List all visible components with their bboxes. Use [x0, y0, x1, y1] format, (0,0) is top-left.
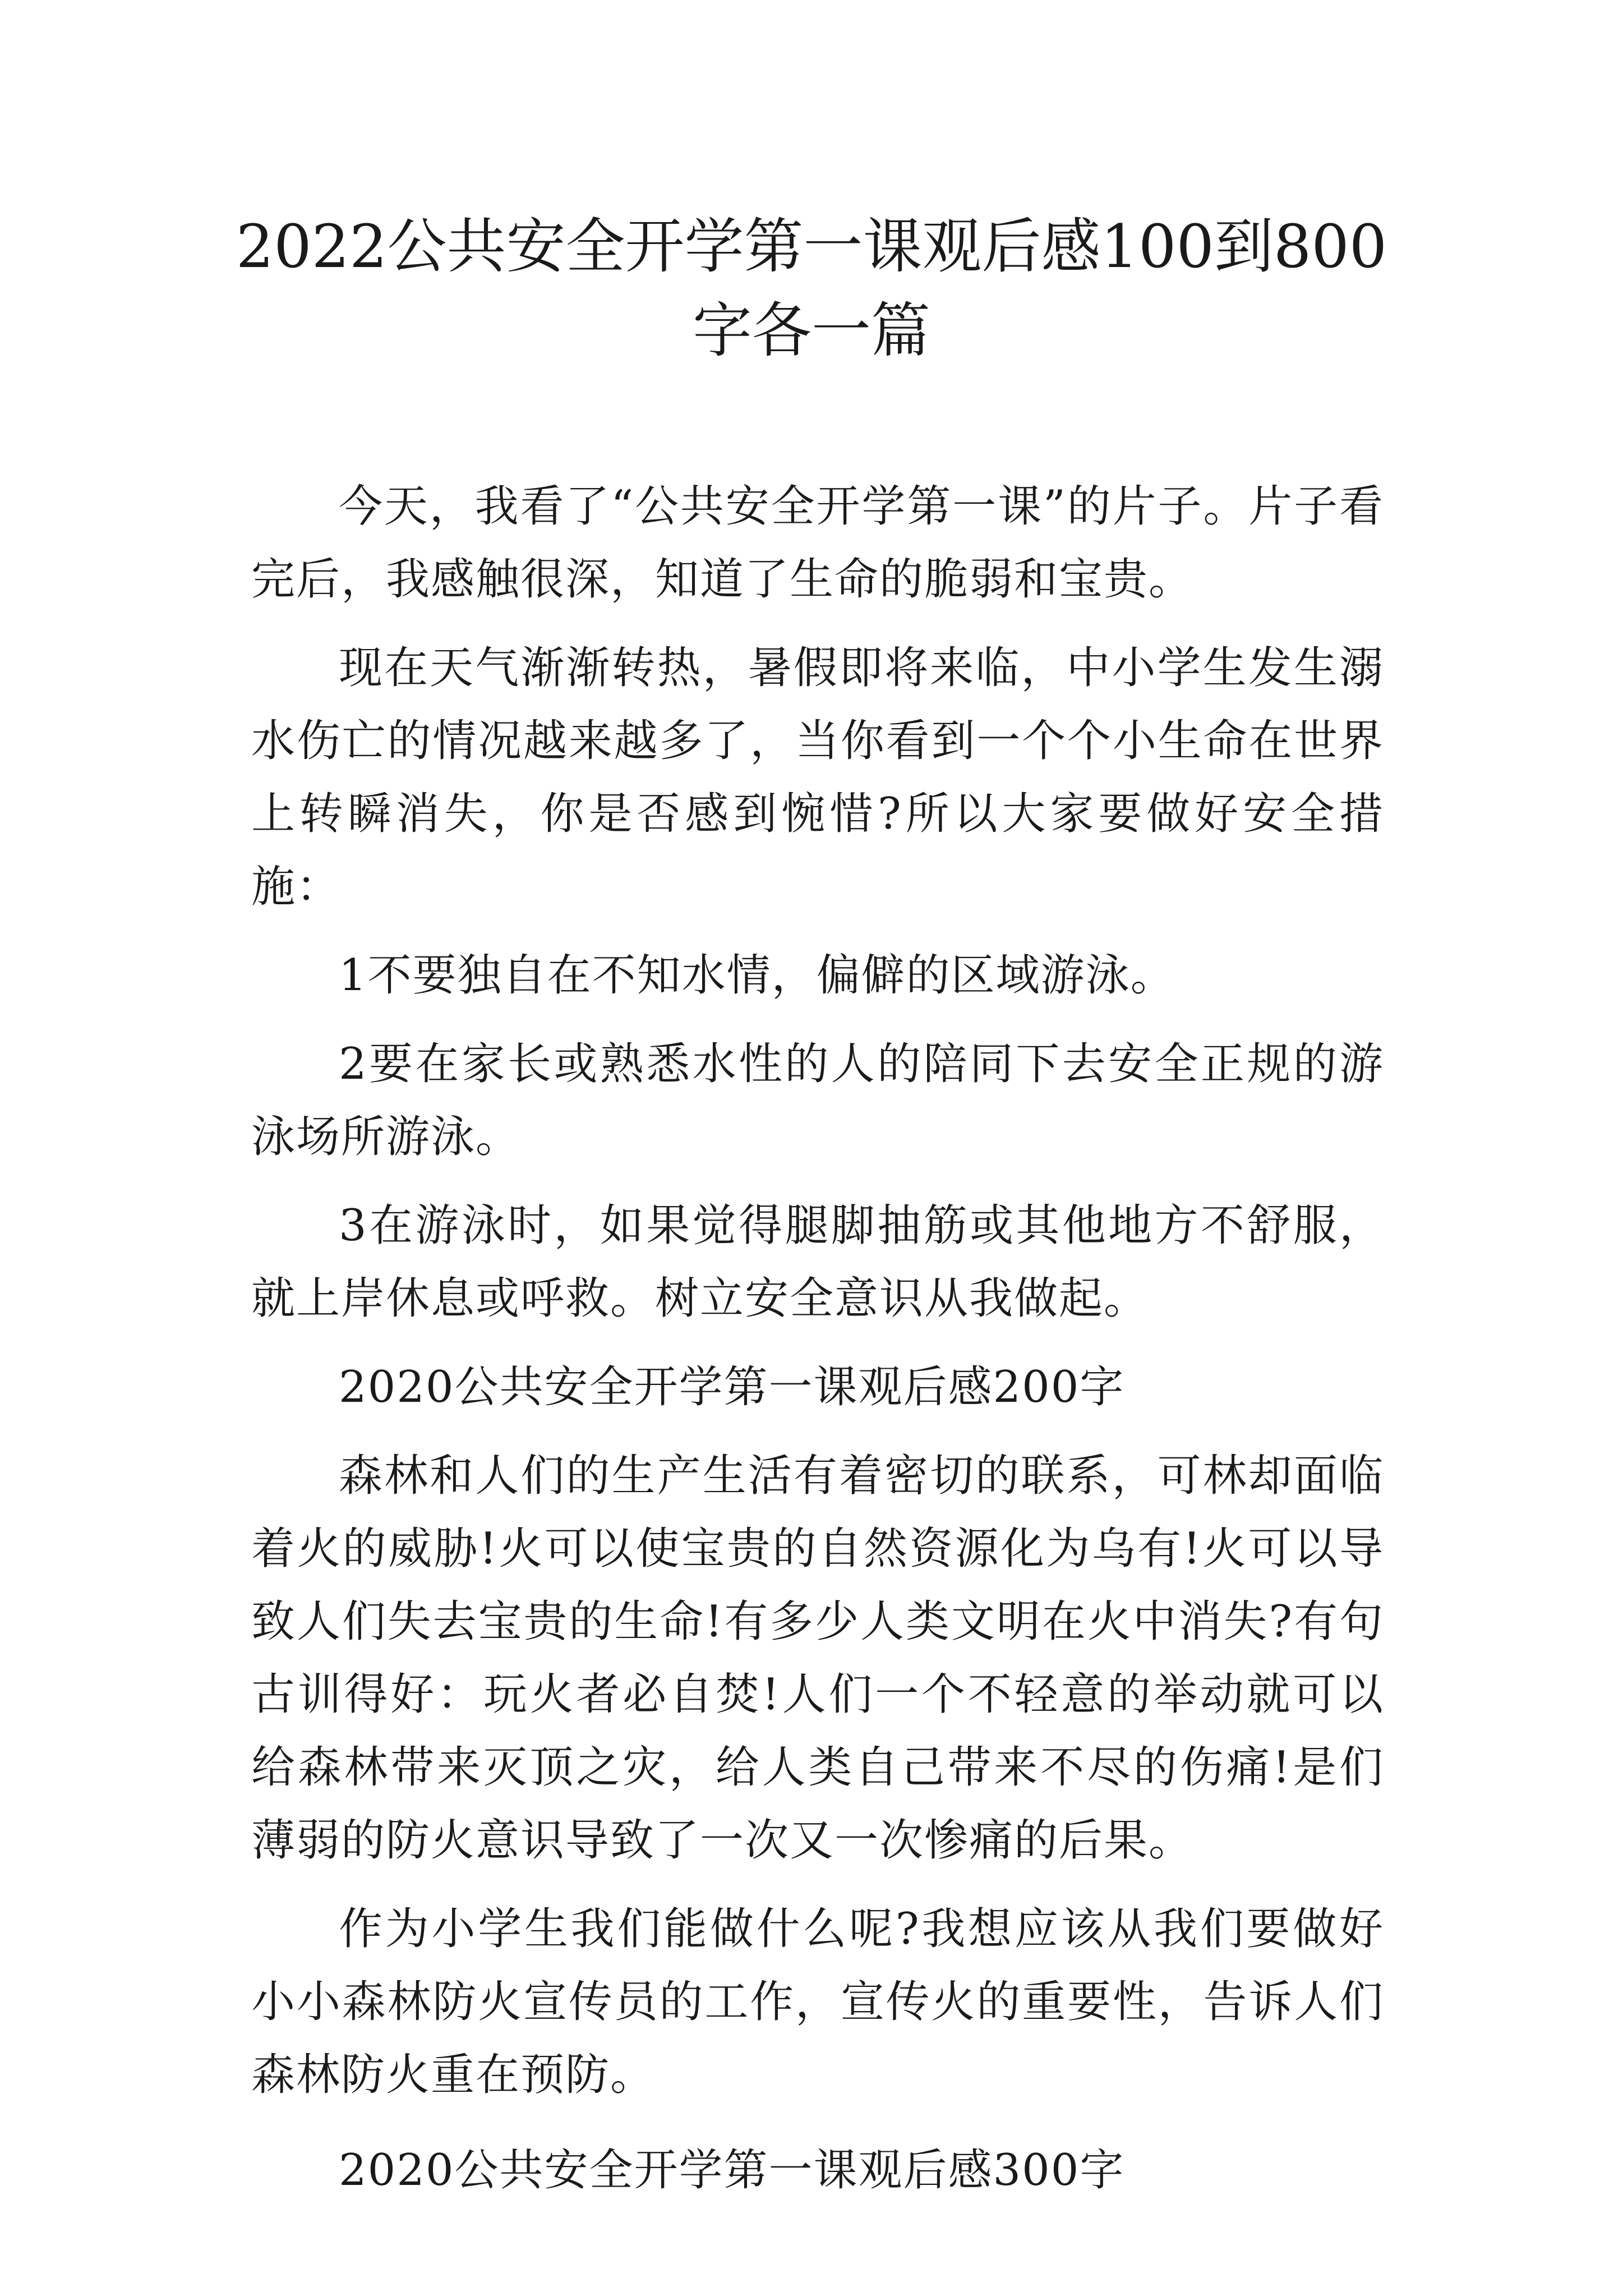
document-body — [251, 470, 1384, 2223]
paragraph-rule-1: 1不要独自在不知水情，偏僻的区域游泳。 — [339, 950, 1175, 1001]
section-heading-200: 2020公共安全开学第一课观后感200字 — [339, 1362, 1125, 1412]
paragraph-weather: 现在天气渐渐转热，暑假即将来临，中小学生发生溺水伤亡的情况越来越多了，当你看到一个个小生命在世界上转瞬消失，你是否感到惋惜?所以大家要做好安全措施： — [251, 643, 1384, 912]
paragraph-forest: 森林和人们的生产生活有着密切的联系，可林却面临着火的威胁!火可以使宝贵的自然资源化为乌有!火可以导致人们失去宝贵的生命!有多少人类文明在火中消失?有句古训得好：玩火者必自焚!人们一个不轻意的举动就可以给森林带来灭顶之灾，给人类自己带来不尽的伤痛!是们薄弱的防火意识导致了一次又一次惨痛的后果。 — [251, 1451, 1384, 1866]
document-title: 2022公共安全开学第一课观后感100到800字各一篇 — [236, 212, 1387, 365]
paragraph-rule-2: 2要在家长或熟悉水性的人的陪同下去安全正规的游泳场所游泳。 — [251, 1039, 1384, 1162]
paragraph-rule-3: 3在游泳时，如果觉得腿脚抽筋或其他地方不舒服，就上岸休息或呼救。树立安全意识从我做起。 — [251, 1200, 1384, 1324]
paragraph-intro: 今天，我看了“公共安全开学第一课”的片子。片子看完后，我感触很深，知道了生命的脆弱和宝贵。 — [251, 481, 1384, 605]
paragraph-student: 作为小学生我们能做什么呢?我想应该从我们要做好小小森林防火宣传员的工作，宣传火的重要性，告诉人们森林防火重在预防。 — [251, 1904, 1384, 2100]
section-heading-300: 2020公共安全开学第一课观后感300字 — [339, 2145, 1125, 2196]
